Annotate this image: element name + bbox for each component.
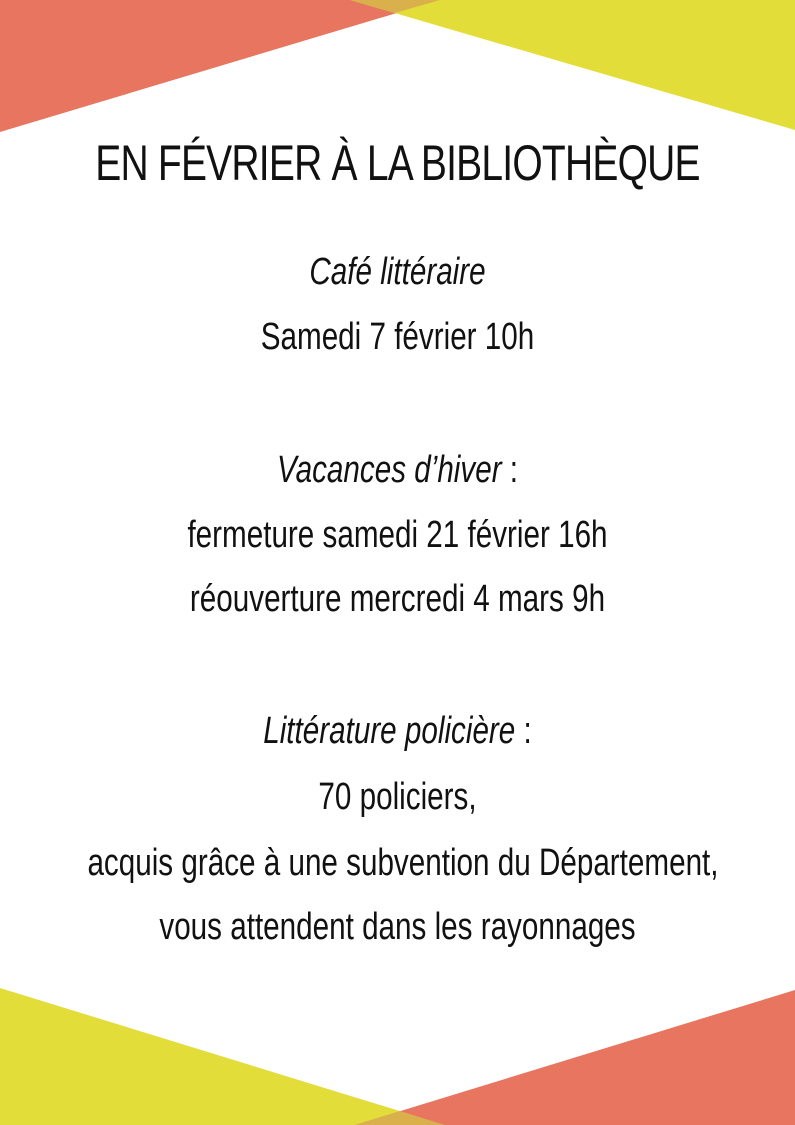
policiere-heading: Littérature policière — [263, 710, 516, 752]
policiere-line-1: 70 policiers, — [318, 776, 477, 818]
policiere-colon: : — [515, 710, 532, 752]
bottom-coral-triangle — [355, 990, 795, 1125]
bottom-yellow-triangle — [0, 988, 445, 1125]
poster-title: EN FÉVRIER À LA BIBLIOTHÈQUE — [95, 135, 700, 191]
vacances-closing: fermeture samedi 21 février 16h — [187, 514, 608, 556]
vacances-reopening: réouverture mercredi 4 mars 9h — [189, 578, 606, 620]
top-coral-triangle — [0, 0, 440, 132]
vacances-heading-line — [87, 445, 707, 495]
cafe-heading: Café littéraire — [309, 251, 486, 293]
policiere-heading-line — [87, 706, 707, 756]
top-yellow-triangle — [350, 0, 795, 130]
cafe-date: Samedi 7 février 10h — [260, 316, 535, 358]
policiere-line-3: vous attendent dans les rayonnages — [159, 906, 636, 948]
policiere-line-2: acquis grâce à une subvention du Département, — [87, 842, 719, 884]
vacances-heading: Vacances d’hiver — [276, 449, 502, 491]
vacances-colon: : — [501, 449, 519, 491]
